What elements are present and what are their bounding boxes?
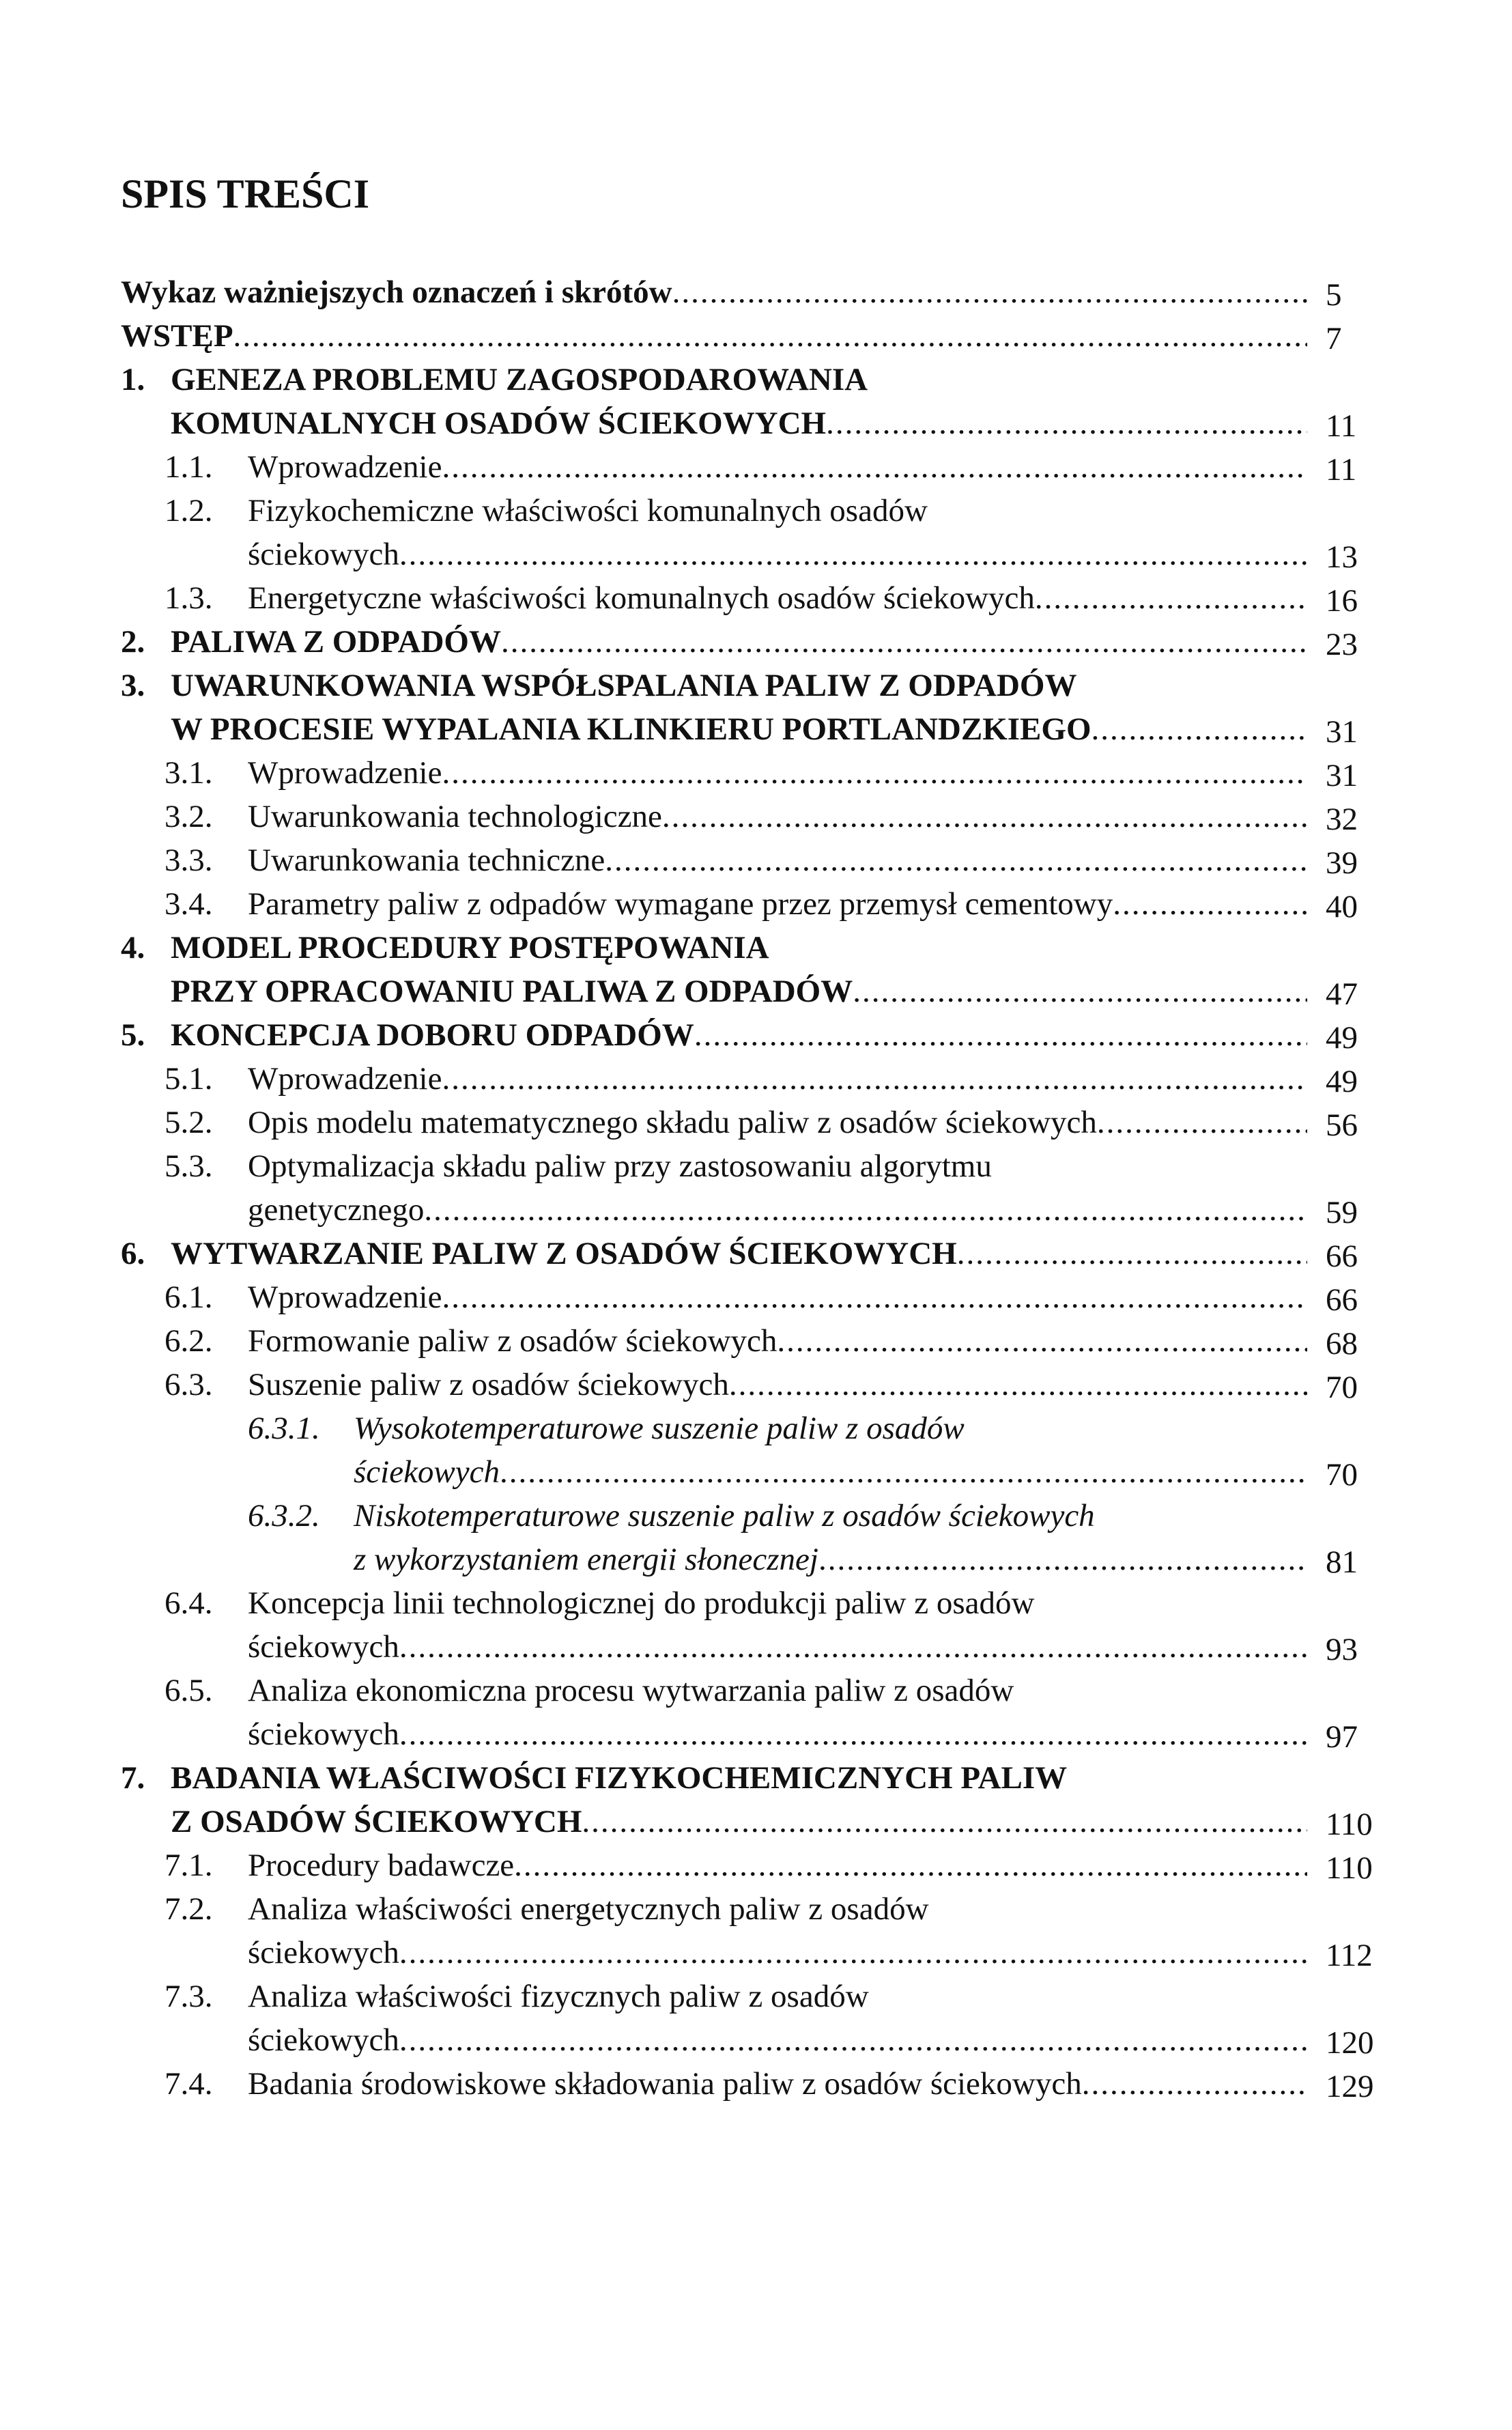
toc-entry-text — [121, 270, 1307, 314]
toc-page-number: 59 — [1326, 1195, 1358, 1230]
toc-page-number: 40 — [1326, 889, 1358, 924]
toc-entry-text — [171, 1232, 1307, 1275]
toc-entry-title: WSTĘP — [121, 318, 233, 354]
toc-entry-number: 7. — [121, 1760, 145, 1796]
toc-entry-title: WYTWARZANIE PALIW Z OSADÓW ŚCIEKOWYCH — [171, 1236, 957, 1271]
toc-entry-title: MODEL PROCEDURY POSTĘPOWANIA — [171, 930, 769, 965]
toc-entry-title: KONCEPCJA DOBORU ODPADÓW — [171, 1017, 694, 1053]
dot-leader — [514, 1843, 1307, 1887]
toc-entry-number: 7.4. — [165, 2066, 213, 2102]
toc-page-number: 70 — [1326, 1457, 1358, 1493]
toc-entry-title: ściekowych — [354, 1454, 500, 1490]
toc-entry-title: UWARUNKOWANIA WSPÓŁSPALANIA PALIW Z ODPADÓW — [171, 668, 1077, 703]
toc-entry-number: 6.2. — [165, 1323, 213, 1359]
toc-page-number: 129 — [1326, 2069, 1374, 2104]
toc-entry-text — [248, 1625, 1307, 1669]
toc-entry — [0, 1843, 1512, 1887]
toc-entry-title: Wprowadzenie — [248, 755, 442, 791]
toc-entry-title: Uwarunkowania techniczne — [248, 843, 605, 878]
toc-entry-text — [248, 445, 1307, 489]
toc-entry — [0, 1625, 1512, 1669]
toc-entry — [0, 576, 1512, 620]
toc-page-number: 32 — [1326, 802, 1358, 837]
toc-page-number: 49 — [1326, 1064, 1358, 1099]
toc-entry-line — [0, 1756, 1512, 1800]
toc-entry-text — [171, 358, 1307, 401]
toc-entry-title: Parametry paliw z odpadów wymagane przez przemysł cementowy — [248, 886, 1113, 922]
toc-entry-number: 3.2. — [165, 799, 213, 834]
dot-leader — [1092, 707, 1307, 751]
toc-entry-title: Wprowadzenie — [248, 1061, 442, 1097]
toc-entry-text — [248, 1975, 1307, 2018]
toc-entry-text — [248, 1712, 1307, 1756]
toc-entry-title: Analiza właściwości fizycznych paliw z osadów — [248, 1979, 869, 2014]
toc-entry-title: Suszenie paliw z osadów ściekowych — [248, 1367, 729, 1402]
toc-entry-line — [0, 1581, 1512, 1625]
toc-page-number: 110 — [1326, 1807, 1373, 1842]
toc-entry-number: 6.1. — [165, 1280, 213, 1315]
toc-entry-text — [248, 751, 1307, 795]
toc-entry-number: 1.1. — [165, 449, 213, 485]
dot-leader — [233, 314, 1307, 358]
toc-entry-number: 1.2. — [165, 493, 213, 528]
dot-leader — [1097, 1101, 1307, 1144]
toc-entry-line — [0, 664, 1512, 707]
toc-entry — [0, 533, 1512, 576]
toc-entry-title: ściekowych — [248, 2022, 399, 2058]
dot-leader — [605, 838, 1307, 882]
toc-page-number: 112 — [1326, 1938, 1373, 1973]
toc-entry-title: Badania środowiskowe składowania paliw z osadów ściekowych — [248, 2066, 1082, 2102]
toc-entry-text — [171, 970, 1307, 1013]
toc-entry-text — [248, 2062, 1307, 2106]
toc-entry — [0, 1013, 1512, 1057]
toc-page-number: 23 — [1326, 627, 1358, 662]
dot-leader — [818, 1538, 1307, 1581]
toc-page-number: 31 — [1326, 714, 1358, 750]
toc-entry-text — [248, 1363, 1307, 1407]
toc-page-number: 13 — [1326, 539, 1358, 575]
toc-entry-title: PRZY OPRACOWANIU PALIWA Z ODPADÓW — [171, 974, 853, 1009]
toc-entry-line — [0, 489, 1512, 533]
toc-entry — [0, 1931, 1512, 1975]
toc-entry-text — [171, 1800, 1307, 1843]
toc-entry-number: 1.3. — [165, 580, 213, 616]
toc-entry-text — [354, 1407, 1307, 1450]
toc-page-number: 97 — [1326, 1719, 1358, 1755]
toc-entry-number: 1. — [121, 362, 145, 397]
toc-entry-number: 3.1. — [165, 755, 213, 791]
dot-leader — [442, 1275, 1307, 1319]
toc-entry-text — [248, 533, 1307, 576]
toc-page-number: 120 — [1326, 2025, 1374, 2061]
toc-entry-number: 7.1. — [165, 1848, 213, 1883]
toc-entry-text — [248, 1581, 1307, 1625]
toc-entry-text — [171, 707, 1307, 751]
toc-entry-text — [248, 1931, 1307, 1975]
toc-entry-title: Wysokotemperaturowe suszenie paliw z osadów — [354, 1411, 965, 1446]
dot-leader — [957, 1232, 1307, 1275]
toc-entry-title: Wprowadzenie — [248, 449, 442, 485]
toc-entry — [0, 401, 1512, 445]
toc-entry-number: 3.3. — [165, 843, 213, 878]
toc-entry-title: Koncepcja linii technologicznej do produkcji paliw z osadów — [248, 1585, 1035, 1621]
toc-entry-text — [248, 2018, 1307, 2062]
dot-leader — [1113, 882, 1307, 926]
toc-entry-title: Analiza ekonomiczna procesu wytwarzania paliw z osadów — [248, 1673, 1014, 1708]
toc-entry — [0, 445, 1512, 489]
toc-entry-number: 4. — [121, 930, 145, 965]
toc-entry-text — [171, 1756, 1307, 1800]
dot-leader — [399, 1625, 1307, 1669]
toc-entry-title: z wykorzystaniem energii słonecznej — [354, 1542, 818, 1577]
toc-page-number: 81 — [1326, 1544, 1358, 1580]
toc-entry-title: KOMUNALNYCH OSADÓW ŚCIEKOWYCH — [171, 406, 827, 441]
toc-entry — [0, 270, 1512, 314]
toc-entry-title: Opis modelu matematycznego składu paliw z osadów ściekowych — [248, 1105, 1097, 1140]
toc-entry — [0, 1800, 1512, 1843]
toc-page-number: 66 — [1326, 1282, 1358, 1318]
toc-entry-line — [0, 1887, 1512, 1931]
toc-entry-number: 6.5. — [165, 1673, 213, 1708]
toc-entry-text — [248, 1669, 1307, 1712]
toc-entry-number: 3. — [121, 668, 145, 703]
dot-leader — [442, 751, 1307, 795]
dot-leader — [694, 1013, 1307, 1057]
dot-leader — [500, 1450, 1307, 1494]
toc-entry-text — [248, 838, 1307, 882]
toc-entry-line — [0, 1975, 1512, 2018]
dot-leader — [399, 2018, 1307, 2062]
toc-entry-number: 6.3.1. — [248, 1411, 320, 1446]
toc-entry-title: ściekowych — [248, 537, 399, 572]
toc-entry-text — [248, 1057, 1307, 1101]
toc-entry — [0, 1232, 1512, 1275]
toc-entry-text — [248, 1887, 1307, 1931]
toc-page-number: 31 — [1326, 758, 1358, 793]
toc-entry-text — [248, 1843, 1307, 1887]
toc-entry-text — [248, 1101, 1307, 1144]
toc-entry — [0, 2018, 1512, 2062]
toc-page-number: 56 — [1326, 1107, 1358, 1143]
dot-leader — [853, 970, 1307, 1013]
toc-page-number: 66 — [1326, 1239, 1358, 1274]
toc-entry-text — [171, 620, 1307, 664]
dot-leader — [582, 1800, 1307, 1843]
toc-entry — [0, 2062, 1512, 2106]
toc-entry-text — [171, 401, 1307, 445]
table-of-contents — [0, 270, 1512, 2106]
toc-entry — [0, 1188, 1512, 1232]
toc-entry-title: W PROCESIE WYPALANIA KLINKIERU PORTLANDZKIEGO — [171, 711, 1092, 747]
toc-page-number: 5 — [1326, 277, 1342, 313]
toc-entry-title: GENEZA PROBLEMU ZAGOSPODAROWANIA — [171, 362, 868, 397]
dot-leader — [826, 401, 1307, 445]
toc-entry — [0, 1057, 1512, 1101]
toc-entry-number: 5.2. — [165, 1105, 213, 1140]
toc-entry-line — [0, 926, 1512, 970]
toc-entry-text — [354, 1450, 1307, 1494]
dot-leader — [501, 620, 1307, 664]
dot-leader — [442, 1057, 1307, 1101]
toc-page-number: 49 — [1326, 1020, 1358, 1056]
toc-entry — [0, 1319, 1512, 1363]
toc-entry — [0, 1450, 1512, 1494]
page-title: SPIS TREŚCI — [121, 171, 370, 216]
toc-entry-number: 5.1. — [165, 1061, 213, 1097]
toc-entry-number: 3.4. — [165, 886, 213, 922]
dot-leader — [424, 1188, 1307, 1232]
toc-page-number: 47 — [1326, 976, 1358, 1012]
dot-leader — [672, 270, 1307, 314]
toc-entry-title: Energetyczne właściwości komunalnych osadów ściekowych — [248, 580, 1035, 616]
toc-page-number: 11 — [1326, 452, 1357, 488]
toc-entry-text — [121, 314, 1307, 358]
dot-leader — [399, 533, 1307, 576]
toc-entry-number: 6.3.2. — [248, 1498, 320, 1534]
toc-page-number: 93 — [1326, 1632, 1358, 1667]
toc-entry — [0, 1275, 1512, 1319]
toc-entry — [0, 970, 1512, 1013]
toc-entry-title: Z OSADÓW ŚCIEKOWYCH — [171, 1804, 582, 1839]
toc-entry-number: 5. — [121, 1017, 145, 1053]
toc-entry-number: 6. — [121, 1236, 145, 1271]
dot-leader — [1035, 576, 1307, 620]
toc-entry-text — [248, 1144, 1307, 1188]
toc-entry-text — [248, 1275, 1307, 1319]
toc-entry-title: BADANIA WŁAŚCIWOŚCI FIZYKOCHEMICZNYCH PALIW — [171, 1760, 1068, 1796]
dot-leader — [729, 1363, 1307, 1407]
dot-leader — [442, 445, 1307, 489]
toc-entry-title: ściekowych — [248, 1716, 399, 1752]
toc-page-number: 70 — [1326, 1370, 1358, 1405]
toc-entry-text — [248, 1319, 1307, 1363]
toc-entry-text — [248, 1188, 1307, 1232]
toc-page-number: 16 — [1326, 583, 1358, 619]
toc-entry-line — [0, 1407, 1512, 1450]
toc-entry-text — [248, 795, 1307, 838]
toc-entry-title: genetycznego — [248, 1192, 425, 1228]
toc-entry-line — [0, 1669, 1512, 1712]
toc-entry-text — [171, 1013, 1307, 1057]
toc-entry-text — [248, 489, 1307, 533]
toc-page-number: 11 — [1326, 408, 1357, 444]
toc-entry-text — [354, 1538, 1307, 1581]
toc-entry-number: 5.3. — [165, 1148, 213, 1184]
dot-leader — [662, 795, 1307, 838]
toc-entry-number: 2. — [121, 624, 145, 660]
dot-leader — [1082, 2062, 1307, 2106]
toc-entry-title: PALIWA Z ODPADÓW — [171, 624, 501, 660]
toc-entry-text — [248, 882, 1307, 926]
toc-entry-title: Procedury badawcze — [248, 1848, 515, 1883]
toc-entry — [0, 620, 1512, 664]
toc-entry-number: 7.3. — [165, 1979, 213, 2014]
dot-leader — [399, 1931, 1307, 1975]
toc-entry-title: Analiza właściwości energetycznych paliw z osadów — [248, 1891, 929, 1927]
dot-leader — [399, 1712, 1307, 1756]
toc-entry-text — [248, 576, 1307, 620]
toc-entry — [0, 751, 1512, 795]
toc-page-number: 39 — [1326, 845, 1358, 881]
toc-entry-title: Fizykochemiczne właściwości komunalnych osadów — [248, 493, 928, 528]
toc-entry — [0, 795, 1512, 838]
toc-entry-line — [0, 1144, 1512, 1188]
dot-leader — [777, 1319, 1307, 1363]
toc-entry-title: ściekowych — [248, 1629, 399, 1665]
toc-entry — [0, 1101, 1512, 1144]
toc-entry — [0, 1538, 1512, 1581]
toc-entry-title: Optymalizacja składu paliw przy zastosowaniu algorytmu — [248, 1148, 992, 1184]
toc-entry-line — [0, 1494, 1512, 1538]
toc-entry-title: Niskotemperaturowe suszenie paliw z osadów ściekowych — [354, 1498, 1095, 1534]
toc-entry-title: Uwarunkowania technologiczne — [248, 799, 662, 834]
toc-entry — [0, 838, 1512, 882]
toc-entry-number: 6.4. — [165, 1585, 213, 1621]
toc-entry — [0, 707, 1512, 751]
toc-page-number: 7 — [1326, 321, 1342, 356]
toc-entry-text — [171, 926, 1307, 970]
toc-entry-title: ściekowych — [248, 1935, 399, 1970]
toc-entry — [0, 882, 1512, 926]
toc-entry — [0, 1712, 1512, 1756]
toc-page-number: 110 — [1326, 1850, 1373, 1886]
toc-entry-title: Formowanie paliw z osadów ściekowych — [248, 1323, 778, 1359]
toc-entry — [0, 314, 1512, 358]
toc-entry-title: Wprowadzenie — [248, 1280, 442, 1315]
toc-entry-text — [354, 1494, 1307, 1538]
toc-entry-text — [171, 664, 1307, 707]
toc-entry-line — [0, 358, 1512, 401]
toc-entry-number: 7.2. — [165, 1891, 213, 1927]
toc-entry — [0, 1363, 1512, 1407]
toc-page-number: 68 — [1326, 1326, 1358, 1361]
toc-entry-number: 6.3. — [165, 1367, 213, 1402]
toc-entry-title: Wykaz ważniejszych oznaczeń i skrótów — [121, 274, 672, 310]
